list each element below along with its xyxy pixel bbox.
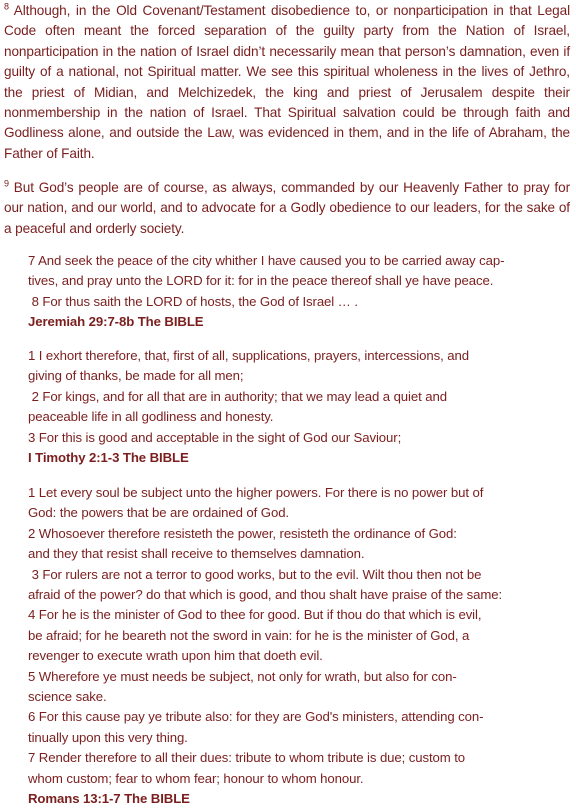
scripture-quote-romans [28, 483, 570, 810]
scripture-quote-jeremiah [28, 251, 570, 333]
verse-line: giving of thanks, be made for all men; [28, 368, 244, 384]
verse-line: whom custom; fear to whom fear; honour to whom honour. [28, 770, 364, 786]
verse-line: be afraid; for he beareth not the sword in vain: for he is the minister of God, a [28, 627, 470, 643]
verse-line: 3 For this is good and acceptable in the sight of God our Saviour; [28, 429, 402, 445]
verse-line: 4 For he is the minister of God to thee for good. But if thou do that which is evil, [28, 607, 482, 623]
scripture-reference: Romans 13:1-7 The BIBLE [28, 791, 190, 807]
verse-line: 1 Let every soul be subject unto the higher powers. For there is no power but of [28, 485, 484, 500]
verse-line: 7 And seek the peace of the city whither I have caused you to be carried away cap- [28, 253, 505, 268]
footnote-8 [4, 1, 570, 164]
verse-line: God: the powers that be are ordained of God. [28, 505, 289, 521]
verse-line: revenger to execute wrath upon him that doeth evil. [28, 648, 323, 664]
verse-line: 6 For this cause pay ye tribute also: for they are God's ministers, attending con- [28, 709, 484, 725]
verse-line: 2 For kings, and for all that are in authority; that we may lead a quiet and [28, 388, 447, 404]
verse-line: 3 For rulers are not a terror to good works, but to the evil. Wilt thou then not be [28, 566, 482, 582]
verse-line: tives, and pray unto the LORD for it: for in the peace thereof shall ye have peace. [28, 273, 494, 289]
verse-line: afraid of the power? do that which is good, and thou shalt have praise of the same: [28, 587, 503, 603]
verse-line: 1 I exhort therefore, that, first of all, supplications, prayers, intercessions, and [28, 348, 469, 363]
verse-line: tinually upon this very thing. [28, 729, 188, 745]
footnote-number: 8 [4, 1, 9, 12]
footnote-text: Although, in the Old Covenant/Testament disobedience to, or nonparticipation in that Legal Code often meant the forced separation of the guilty party from the Nation of Israel, nonparticipation in the nation of Israel didn’t necessarily mean that person’s damnation, even if guilty of a national, not Spiritual matter. We see this spiritual wholeness in the lives of Jethro, the priest of Midian, and Melchizedek, the king and priest of Jerusalem despite their nonmembership in the nation of Israel. That Spiritual salvation could be through faith and Godliness alone, and outside the Law, was evidenced in them, and in the life of Abraham, the Father of Faith. [4, 3, 571, 161]
verse-line: 2 Whosoever therefore resisteth the power, resisteth the ordinance of God: [28, 525, 457, 541]
scripture-reference: I Timothy 2:1-3 The BIBLE [28, 450, 189, 466]
verse-line: peaceable life in all godliness and honesty. [28, 409, 274, 425]
scripture-quote-timothy [28, 346, 570, 468]
footnote-number: 9 [4, 178, 9, 189]
verse-line: 8 For thus saith the LORD of hosts, the God of Israel … . [28, 293, 358, 309]
verse-line: and they that resist shall receive to themselves damnation. [28, 546, 365, 562]
verse-line: 7 Render therefore to all their dues: tribute to whom tribute is due; custom to [28, 750, 466, 766]
verse-line: science sake. [28, 689, 107, 705]
scripture-reference: Jeremiah 29:7-8b The BIBLE [28, 314, 204, 330]
footnote-text: But God’s people are of course, as always, commanded by our Heavenly Father to pray for our nation, and our world, and to advocate for a Godly obedience to our leaders, for the sake of a peaceful and orderly society. [4, 180, 570, 236]
footnote-9 [4, 178, 570, 239]
verse-line: 5 Wherefore ye must needs be subject, not only for wrath, but also for con- [28, 668, 457, 684]
